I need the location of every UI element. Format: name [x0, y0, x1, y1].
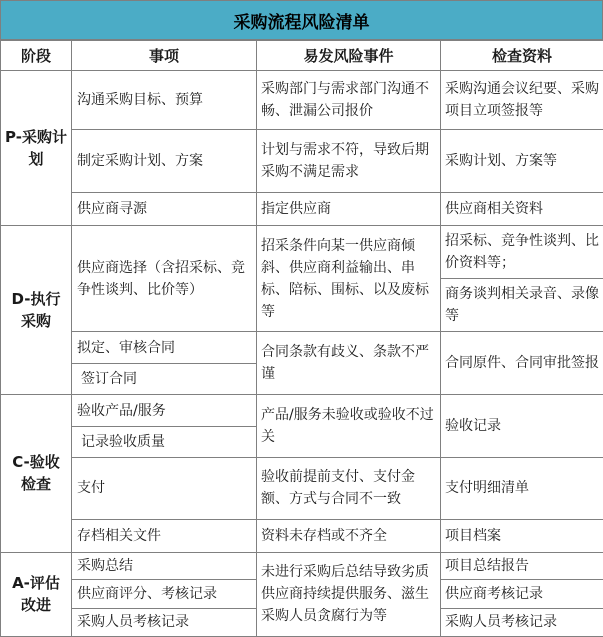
item-cell: 支付: [72, 457, 257, 520]
item-cell: 供应商评分、考核记录: [72, 580, 257, 608]
risk-cell: 指定供应商: [257, 193, 441, 226]
risk-cell: 采购部门与需求部门沟通不畅、泄漏公司报价: [257, 71, 441, 130]
phase-improve: A-评估改进: [1, 552, 72, 636]
item-cell: [72, 394, 257, 457]
table-row: [1, 71, 603, 130]
item-line: 记录验收质量: [81, 434, 165, 451]
item-cell: 存档相关文件: [72, 520, 257, 552]
item-line: 拟定、审核合同: [72, 333, 256, 364]
risk-table: [0, 40, 603, 637]
item-line: 验收产品/服务: [72, 396, 256, 427]
docs-cell: 合同原件、合同审批签报: [441, 331, 603, 394]
docs-cell: 采购沟通会议纪要、采购项目立项签报等: [441, 71, 603, 130]
docs-line: 招采标、竞争性谈判、比价资料等；: [441, 230, 603, 279]
docs-cell: 支付明细清单: [441, 457, 603, 520]
item-cell: 供应商选择（含招采标、竞争性谈判、比价等）: [72, 226, 257, 331]
risk-cell: 合同条款有歧义、条款不严谨: [257, 331, 441, 394]
table-row: [1, 193, 603, 226]
item-cell: 制定采购计划、方案: [72, 130, 257, 193]
header-item: 事项: [72, 41, 257, 71]
header-risk: 易发风险事件: [257, 41, 441, 71]
phase-execute: D-执行采购: [1, 226, 72, 394]
item-cell: 沟通采购目标、预算: [72, 71, 257, 130]
risk-cell: 未进行采购后总结导致劣质供应商持续提供服务、滋生采购人员贪腐行为等: [257, 552, 441, 636]
docs-cell: 项目档案: [441, 520, 603, 552]
docs-cell: 验收记录: [441, 394, 603, 457]
item-line: 签订合同: [81, 371, 137, 388]
docs-cell: 供应商考核记录: [441, 580, 603, 608]
risk-cell: 产品/服务未验收或验收不过关: [257, 394, 441, 457]
docs-cell: 采购计划、方案等: [441, 130, 603, 193]
page-title: 采购流程风险清单: [0, 0, 603, 40]
docs-line: 商务谈判相关录音、录像等: [445, 286, 599, 325]
table-row: [1, 552, 603, 579]
docs-cell: 采购人员考核记录: [441, 608, 603, 637]
table-row: [1, 130, 603, 193]
docs-cell: 项目总结报告: [441, 552, 603, 579]
table-row: [1, 457, 603, 520]
header-phase: 阶段: [1, 41, 72, 71]
table-row: [1, 226, 603, 331]
phase-plan: P-采购计划: [1, 71, 72, 226]
phase-check: C-验收检查: [1, 394, 72, 552]
item-cell: 采购人员考核记录: [72, 608, 257, 637]
docs-cell: 供应商相关资料: [441, 193, 603, 226]
table-row: [1, 331, 603, 394]
risk-cell: 资料未存档或不齐全: [257, 520, 441, 552]
risk-cell: 验收前提前支付、支付金额、方式与合同不一致: [257, 457, 441, 520]
header-docs: 检查资料: [441, 41, 603, 71]
item-cell: 采购总结: [72, 552, 257, 579]
item-cell: 供应商寻源: [72, 193, 257, 226]
risk-cell: 计划与需求不符，导致后期采购不满足需求: [257, 130, 441, 193]
table-row: [1, 520, 603, 552]
docs-cell: [441, 226, 603, 331]
item-cell: [72, 331, 257, 394]
risk-cell: 招采条件向某一供应商倾斜、供应商利益输出、串标、陪标、围标、以及废标等: [257, 226, 441, 331]
header-row: [1, 41, 603, 71]
table-row: [1, 394, 603, 457]
